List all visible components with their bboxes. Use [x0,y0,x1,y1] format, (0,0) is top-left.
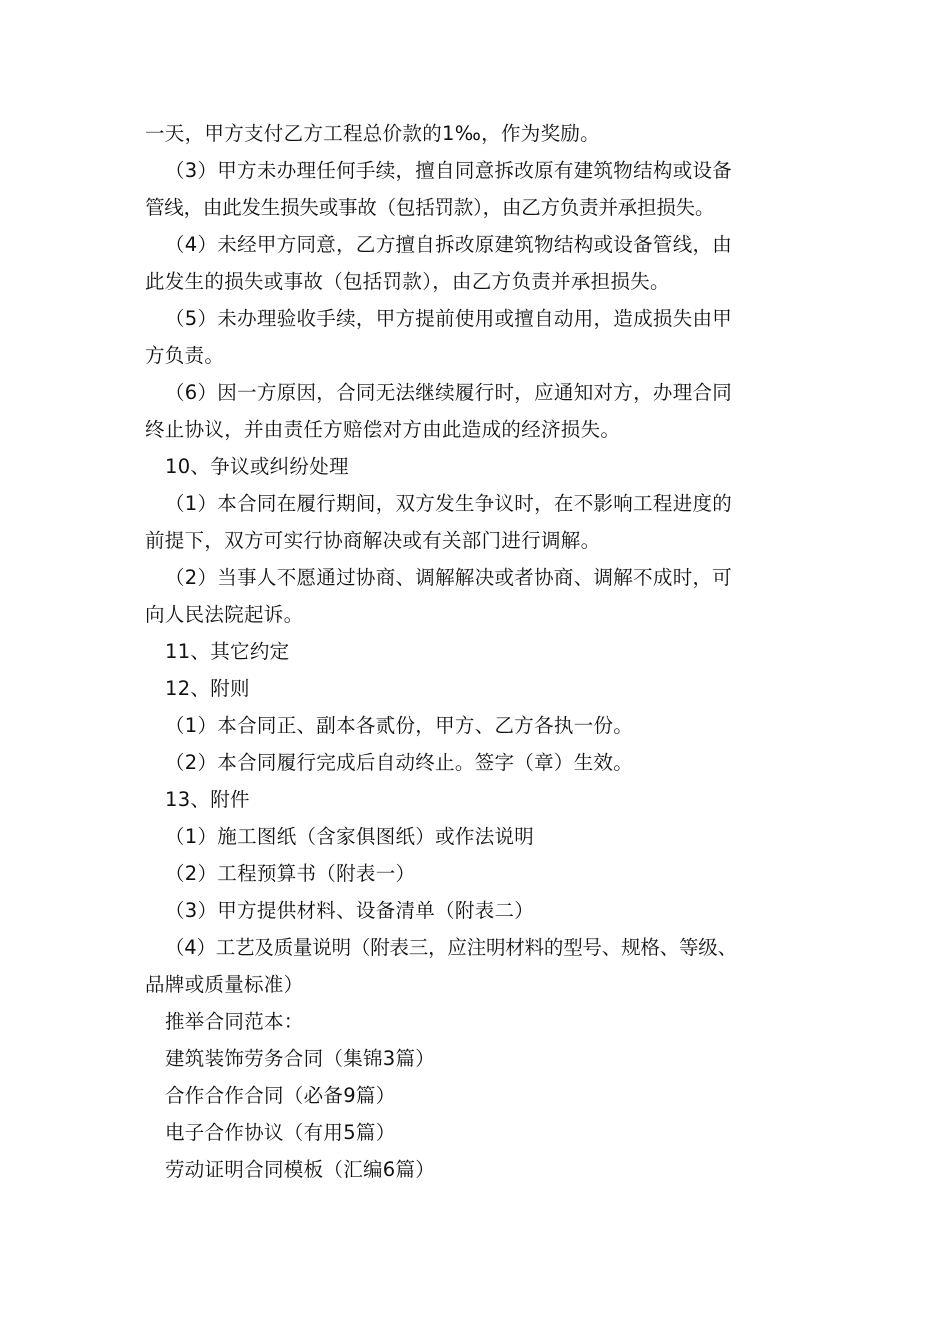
section-heading: 12、附则 [165,677,250,700]
paragraph-line: （3）甲方未办理任何手续，擅自同意拆改原有建筑物结构或设备 [165,159,733,182]
recommended-link[interactable]: 建筑装饰劳务合同（集锦3篇） [165,1047,436,1070]
paragraph-line: （2）本合同履行完成后自动终止。签字（章）生效。 [165,751,634,774]
paragraph-line: 前提下，双方可实行协商解决或有关部门进行调解。 [145,529,601,552]
paragraph-line: （1）本合同在履行期间，双方发生争议时，在不影响工程进度的 [165,492,733,515]
paragraph-line: （1）本合同正、副本各贰份，甲方、乙方各执一份。 [165,714,634,737]
attachment-item: （2）工程预算书（附表一） [165,862,416,885]
paragraph-line: 此发生的损失或事故（包括罚款），由乙方负责并承担损失。 [145,270,670,293]
paragraph-line: （2）当事人不愿通过协商、调解解决或者协商、调解不成时，可 [165,566,733,589]
attachment-item: （1）施工图纸（含家俱图纸）或作法说明 [165,825,535,848]
paragraph-line: （4）未经甲方同意，乙方擅自拆改原建筑物结构或设备管线，由 [165,233,733,256]
paragraph-line: 品牌或质量标准） [145,973,304,996]
paragraph-line: （6）因一方原因，合同无法继续履行时，应通知对方，办理合同 [165,381,733,404]
paragraph-line: 方负责。 [145,344,225,367]
recommended-heading: 推举合同范本： [165,1010,304,1033]
recommended-link[interactable]: 电子合作协议（有用5篇） [165,1121,396,1144]
section-heading: 13、附件 [165,788,250,811]
paragraph-line: 管线，由此发生损失或事故（包括罚款），由乙方负责并承担损失。 [145,196,715,219]
section-heading: 11、其它约定 [165,640,290,663]
section-heading: 10、争议或纠纷处理 [165,455,349,478]
attachment-item: （4）工艺及质量说明（附表三，应注明材料的型号、规格、等级、 [165,936,737,959]
recommended-link[interactable]: 合作合作合同（必备9篇） [165,1084,396,1107]
paragraph-line: （5）未办理验收手续，甲方提前使用或擅自动用，造成损失由甲 [165,307,733,330]
paragraph-line: 一天，甲方支付乙方工程总价款的1‰，作为奖励。 [145,122,600,145]
attachment-item: （3）甲方提供材料、设备清单（附表二） [165,899,535,922]
paragraph-line: 向人民法院起诉。 [145,603,304,626]
document-body [145,115,830,1188]
paragraph-line: 终止协议，并由责任方赔偿对方由此造成的经济损失。 [145,418,621,441]
recommended-link[interactable]: 劳动证明合同模板（汇编6篇） [165,1158,436,1181]
